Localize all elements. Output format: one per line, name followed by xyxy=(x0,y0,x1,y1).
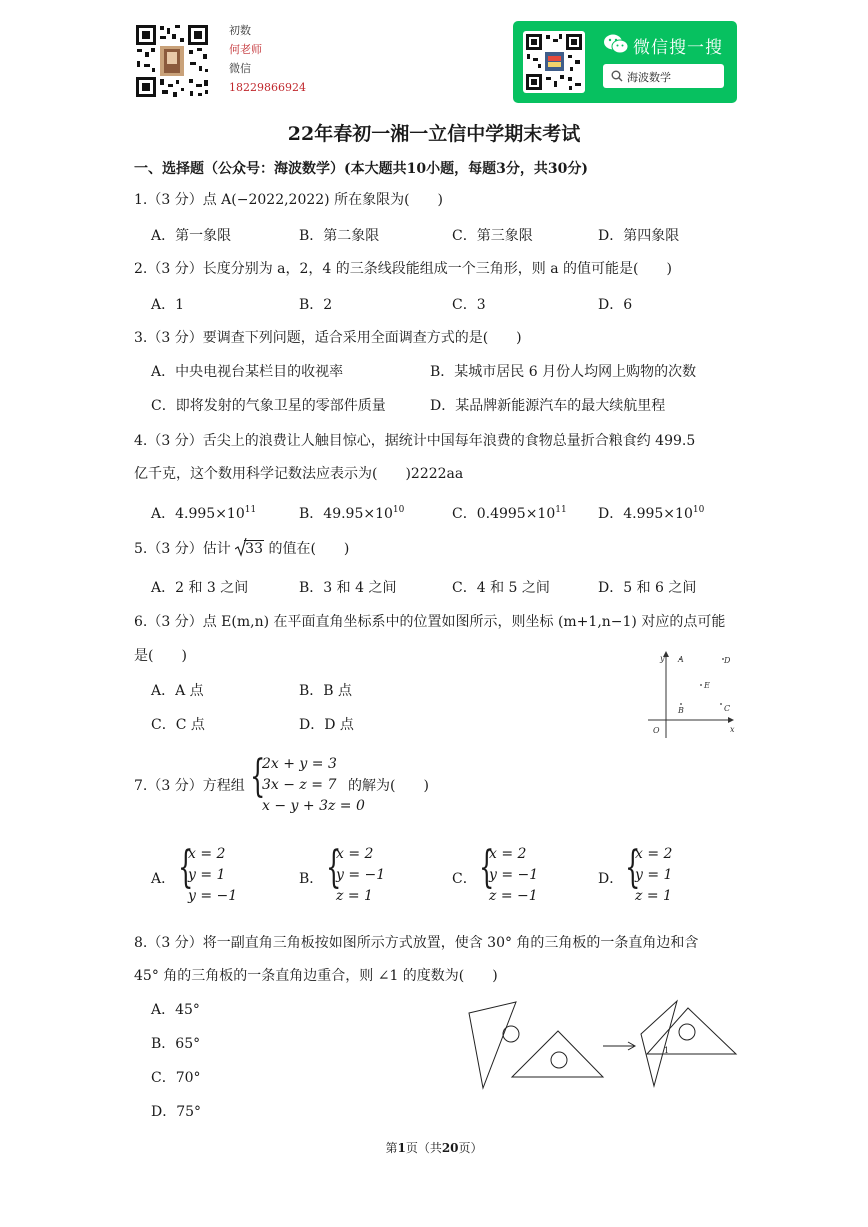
wechat-search-banner xyxy=(513,21,737,103)
q8-triangle-figure xyxy=(463,996,741,1092)
teacher-info xyxy=(229,21,306,97)
q4-option-a: A．$4.995\times 10^{11}$ xyxy=(151,505,257,522)
wechat-search-input[interactable] xyxy=(603,64,724,88)
x-axis-label: x xyxy=(730,725,735,734)
q7-option-d-label: D． xyxy=(598,871,624,887)
q2-option-a: A．1 xyxy=(151,297,185,313)
q1-option-d: D．第四象限 xyxy=(598,228,680,244)
q7-option-b-system: x = 2 y = −1 z = 1 xyxy=(336,846,386,904)
wechat-logo-icon xyxy=(603,34,629,58)
q7-option-d-system: x = 2 y = 1 z = 1 xyxy=(635,846,673,904)
teacher-name: 何老师 xyxy=(229,43,262,56)
q6-option-d: D．D 点 xyxy=(299,717,354,733)
question-5-stem: 5.（3 分）估计 33 的值在( ) xyxy=(134,539,349,559)
triangle-45deg-left xyxy=(512,1031,603,1077)
q1-option-b: B．第二象限 xyxy=(299,228,380,244)
point-b xyxy=(680,703,682,705)
q3-option-d: D．某品牌新能源汽车的最大续航里程 xyxy=(430,398,666,414)
q6-option-c: C．C 点 xyxy=(151,717,205,733)
question-8-stem-line2: 45° 角的三角板的一条直角边重合，则 ∠1 的度数为( ) xyxy=(134,968,498,984)
point-b-label: B xyxy=(678,706,684,715)
question-1-stem: 1.（3 分）点 A(−2022,2022) 所在象限为( ) xyxy=(134,192,444,208)
triangle-30deg-right xyxy=(641,1001,677,1086)
q7-system-brace: { xyxy=(250,751,266,802)
q7-equation-1: 2x + y = 3 xyxy=(262,756,337,772)
q4-option-b: B．$49.95\times 10^{10}$ xyxy=(299,505,405,522)
teacher-line3: 微信 xyxy=(229,62,251,75)
q2-option-d: D．6 xyxy=(598,297,633,313)
q7-equation-3: x − y + 3z = 0 xyxy=(262,798,365,814)
q2-option-c: C．3 xyxy=(452,297,486,313)
question-4-stem-line1: 4.（3 分）舌尖上的浪费让人触目惊心，据统计中国每年浪费的食物总量折合粮食约 499.5 xyxy=(134,433,696,449)
q3-option-b: B．某城市居民 6 月份人均网上购物的次数 xyxy=(430,364,697,380)
q8-option-d: D．75° xyxy=(151,1104,202,1120)
question-4-stem-line2: 亿千克，这个数用科学记数法应表示为( )2222aa xyxy=(134,466,464,482)
point-c-label: C xyxy=(724,704,731,713)
question-7-stem-pre: 7.（3 分）方程组 xyxy=(134,778,245,794)
q7-option-a-label: A． xyxy=(151,871,176,887)
point-d-label: D xyxy=(724,656,731,665)
wechat-search-text: 海波数学 xyxy=(627,71,671,84)
q1-option-a: A．第一象限 xyxy=(151,228,232,244)
y-axis-label: y xyxy=(660,654,665,663)
question-6-stem-line2: 是( ) xyxy=(134,648,187,664)
point-e xyxy=(700,684,702,686)
q4-option-c: C．$0.4995\times 10^{11}$ xyxy=(452,505,567,522)
sqrt-radicand: 33 xyxy=(245,541,263,557)
triangle-hole-mid xyxy=(551,1052,567,1068)
q7-option-c-system: x = 2 y = −1 z = −1 xyxy=(489,846,539,904)
teacher-line1: 初数 xyxy=(229,24,251,37)
triangle-30deg-left xyxy=(469,1002,516,1088)
q7-option-d-brace: { xyxy=(625,842,641,893)
question-2-stem: 2.（3 分）长度分别为 a，2，4 的三条线段能组成一个三角形，则 a 的值可能是( ) xyxy=(134,261,672,277)
q7-option-c-label: C． xyxy=(452,871,477,887)
wechat-qr-code xyxy=(523,31,585,93)
qr-code-image xyxy=(135,24,209,98)
q4-option-d: D．$4.995\times 10^{10}$ xyxy=(598,505,705,522)
question-3-stem: 3.（3 分）要调查下列问题，适合采用全面调查方式的是( ) xyxy=(134,330,522,346)
question-6-stem-line1: 6.（3 分）点 E(m,n) 在平面直角坐标系中的位置如图所示，则坐标 (m+1,n−1) 对应的点可能 xyxy=(134,614,726,630)
q5-option-d: D．5 和 6 之间 xyxy=(598,580,697,596)
q6-coordinate-figure xyxy=(645,648,740,740)
q8-option-a: A．45° xyxy=(151,1002,200,1018)
question-8-stem-line1: 8.（3 分）将一副直角三角板按如图所示方式放置，使含 30° 角的三角板的一条直角边和含 xyxy=(134,935,699,951)
q7-option-b-label: B． xyxy=(299,871,324,887)
point-c xyxy=(720,703,722,705)
page-title: 22年春初一湘一立信中学期末考试 xyxy=(287,123,581,145)
q3-option-c: C．即将发射的气象卫星的零部件质量 xyxy=(151,398,386,414)
point-e-label: E xyxy=(704,681,710,690)
wechat-title: 微信搜一搜 xyxy=(633,38,723,58)
q2-option-b: B．2 xyxy=(299,297,333,313)
origin-label: O xyxy=(653,726,660,735)
q6-option-a: A．A 点 xyxy=(151,683,204,699)
q3-option-a: A．中央电视台某栏目的收视率 xyxy=(151,364,344,380)
q7-option-a-system: x = 2 y = 1 y = −1 xyxy=(188,846,238,904)
q5-option-c: C．4 和 5 之间 xyxy=(452,580,550,596)
triangle-45deg-right xyxy=(647,1008,736,1054)
search-icon xyxy=(611,70,623,82)
page-number: 第1页（共20页） xyxy=(385,1141,483,1155)
sqrt-symbol xyxy=(235,539,264,559)
q7-option-b-brace: { xyxy=(326,842,342,893)
q7-equation-2: 3x − z = 7 xyxy=(262,777,337,793)
q1-option-c: C．第三象限 xyxy=(452,228,533,244)
question-7-stem-post: 的解为( ) xyxy=(348,778,429,794)
q7-option-c-brace: { xyxy=(479,842,495,893)
section-heading: 一、选择题（公众号：海波数学）(本大题共10小题，每题3分，共30分) xyxy=(134,161,588,177)
q7-option-a-brace: { xyxy=(178,842,194,893)
point-a-label: A xyxy=(678,655,684,664)
q6-option-b: B．B 点 xyxy=(299,683,353,699)
q8-option-c: C．70° xyxy=(151,1070,201,1086)
triangle-hole-left xyxy=(503,1026,519,1042)
triangle-hole-right xyxy=(679,1024,695,1040)
q5-option-b: B．3 和 4 之间 xyxy=(299,580,397,596)
teacher-phone: 18229866924 xyxy=(229,81,306,94)
q8-option-b: B．65° xyxy=(151,1036,201,1052)
q5-option-a: A．2 和 3 之间 xyxy=(151,580,249,596)
angle-1-label: 1 xyxy=(664,1046,670,1055)
